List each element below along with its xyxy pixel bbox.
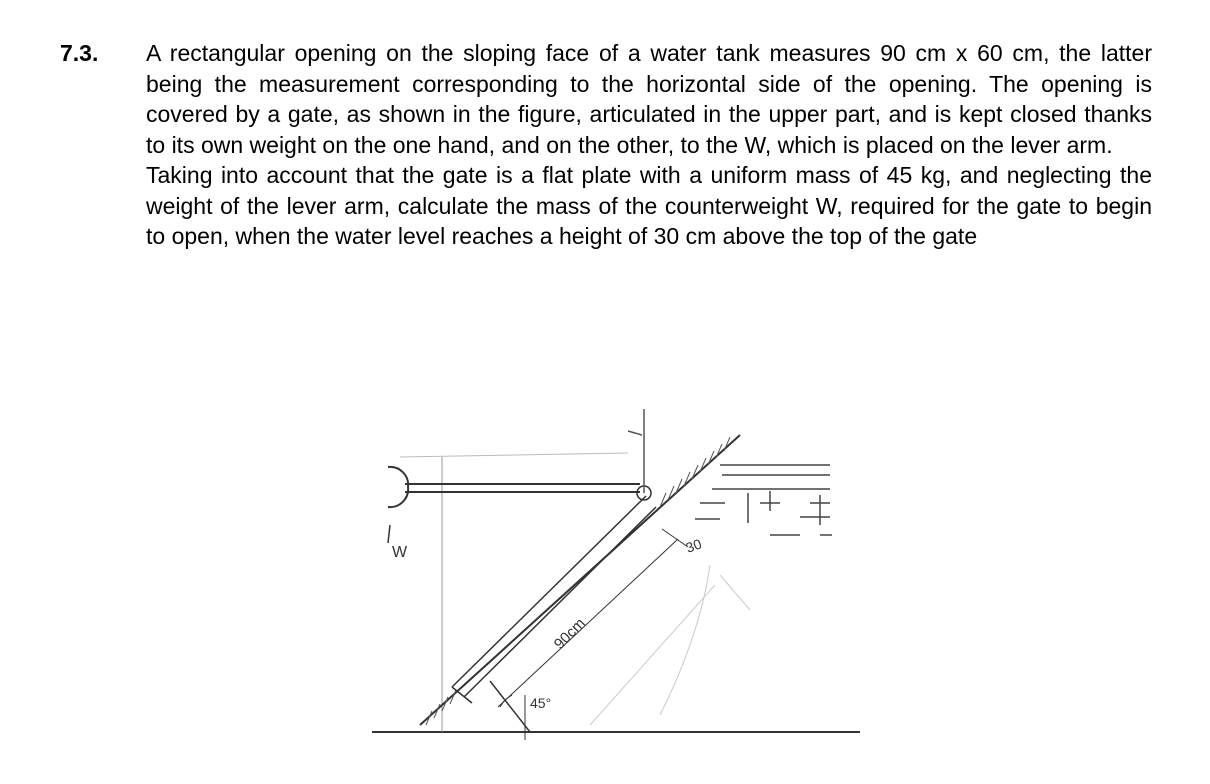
- problem-paragraph-1: A rectangular opening on the sloping face of a water tank measures 90 cm x 60 cm, the latter being the measurement corresponding to the horizontal side of the opening. The opening is covered by a gate, as shown in the figure, articulated in the upper part, and is kept closed thanks to its own weight on the one hand, and on the other, to the W, which is placed on the lever arm.: [146, 40, 1152, 158]
- support-top: [400, 453, 628, 457]
- problem-paragraph-2: Taking into account that the gate is a flat plate with a uniform mass of 45 kg, and neglecting the weight of the lever arm, calculate the mass of the counterweight W, required for the gate to begin to open, when the water level reaches a height of 30 cm above the top of the gate: [146, 162, 1152, 249]
- construction-lines: [590, 565, 750, 725]
- gate-diagram: [360, 395, 870, 780]
- gate-plate-inner: [464, 507, 656, 697]
- length-label: 90cm: [550, 614, 589, 653]
- gate-plate-outer: [452, 496, 646, 687]
- weight-hanger: [388, 525, 390, 543]
- gate-bottom-support: [490, 681, 530, 732]
- problem-statement: [146, 38, 1152, 252]
- water-surface: [695, 465, 832, 535]
- gate-diagram-svg: [360, 395, 870, 780]
- reference-arrow: [628, 431, 642, 435]
- pulley: [388, 467, 408, 507]
- gate-bottom-edge: [452, 687, 472, 703]
- weight-label: W: [392, 544, 408, 561]
- problem-number: 7.3.: [60, 40, 99, 66]
- depth-label: 30: [683, 535, 704, 556]
- dimension-line-90cm: [498, 539, 678, 707]
- angle-label: 45°: [530, 695, 552, 711]
